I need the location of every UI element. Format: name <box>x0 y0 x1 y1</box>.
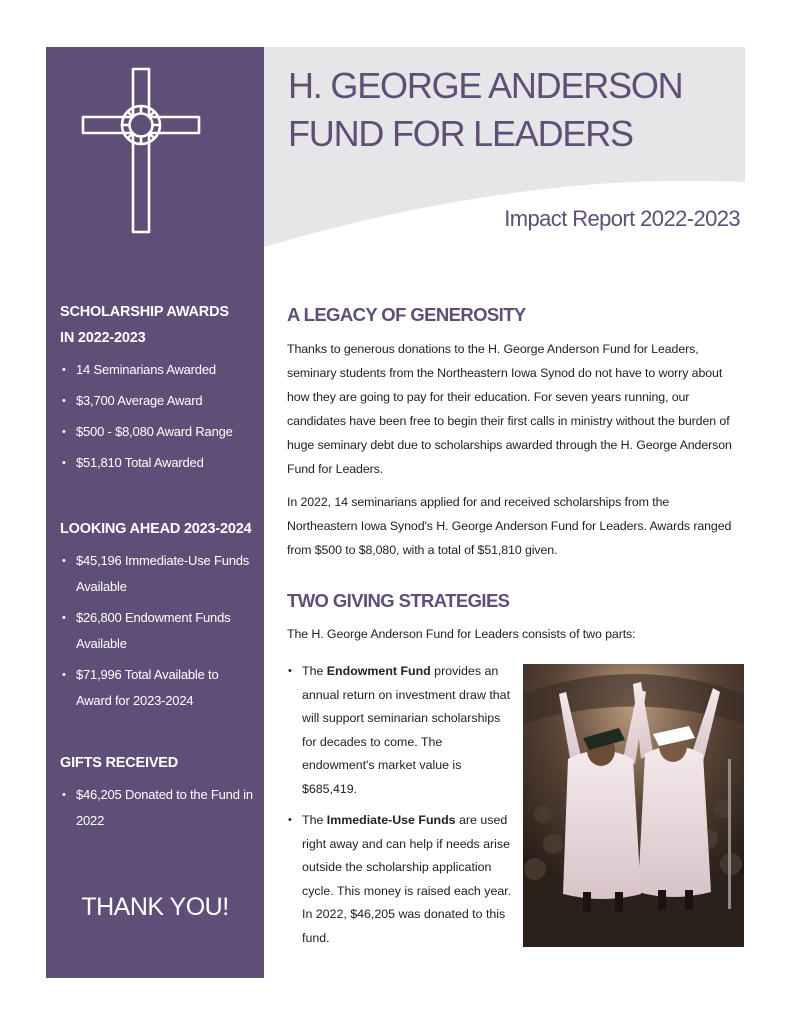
looking-ahead-section <box>60 516 256 714</box>
strategies-list <box>287 660 512 950</box>
thank-you-text: THANK YOU! <box>81 893 229 921</box>
cross-icon <box>79 67 203 237</box>
title-line1: H. GEORGE ANDERSON <box>288 65 683 106</box>
looking-ahead-heading: LOOKING AHEAD 2023-2024 <box>60 521 252 537</box>
list-item: • $3,700 Average Award <box>60 388 256 414</box>
list-item: • 14 Seminarians Awarded <box>60 357 256 383</box>
list-item: • $500 - $8,080 Award Range <box>60 419 256 445</box>
strategies-section <box>287 590 742 646</box>
gifts-heading: GIFTS RECEIVED <box>60 755 179 771</box>
strategies-heading: TWO GIVING STRATEGIES <box>287 590 510 611</box>
legacy-section <box>287 304 742 562</box>
scholarship-heading-line1: SCHOLARSHIP AWARDS <box>60 304 229 320</box>
scholarship-list <box>60 357 256 476</box>
endowment-description: provides an annual return on investment draw that will support seminarian scholarships for decades to come. The endowment's market value is $685,419. <box>302 664 511 796</box>
list-item: • $71,996 Total Available to Award for 2023-2024 <box>60 662 256 714</box>
list-item: • $51,810 Total Awarded <box>60 450 256 476</box>
strategies-intro: The H. George Anderson Fund for Leaders consists of two parts: <box>287 627 636 641</box>
immediate-use-label: Immediate-Use Funds <box>326 813 456 827</box>
looking-ahead-list <box>60 548 256 714</box>
immediate-pre: The <box>302 813 327 827</box>
page-subtitle: Impact Report 2022-2023 <box>504 206 740 231</box>
endowment-pre: The <box>302 664 327 678</box>
list-item: • $45,196 Immediate-Use Funds Available <box>60 548 256 600</box>
graduation-photo <box>523 664 744 947</box>
gifts-list <box>60 782 256 834</box>
title-line2: FUND FOR LEADERS <box>288 113 633 154</box>
gifts-received-section <box>60 750 256 834</box>
scholarship-awards-section <box>60 299 256 476</box>
list-item <box>287 660 512 801</box>
sidebar <box>46 47 264 978</box>
list-item: • $26,800 Endowment Funds Available <box>60 605 256 657</box>
legacy-paragraph-2: In 2022, 14 seminarians applied for and received scholarships from the Northeastern Iowa Synod's H. George Anderson Fund for Leaders. Awards ranged from $500 to $8,080, with a total of $51,810 given. <box>287 495 732 557</box>
endowment-fund-label: Endowment Fund <box>326 664 431 678</box>
immediate-description: are used right away and can help if needs arise outside the scholarship application cycle. This money is raised each year. In 2022, $46,205 was donated to this fund. <box>302 813 512 945</box>
legacy-heading: A LEGACY OF GENEROSITY <box>287 304 526 325</box>
legacy-paragraph-1: Thanks to generous donations to the H. George Anderson Fund for Leaders, seminary students from the Northeastern Iowa Synod do not have to worry about how they are going to pay for their education. For seven years running, our candidates have been free to begin their first calls in ministry without the burden of huge seminary debt due to scholarships awarded through the H. George Anderson Fund for Leaders. <box>287 342 732 476</box>
list-item <box>287 809 512 950</box>
list-item: • $46,205 Donated to the Fund in 2022 <box>60 782 256 834</box>
page-title <box>288 62 682 158</box>
scholarship-heading-line2: IN 2022-2023 <box>60 330 146 346</box>
